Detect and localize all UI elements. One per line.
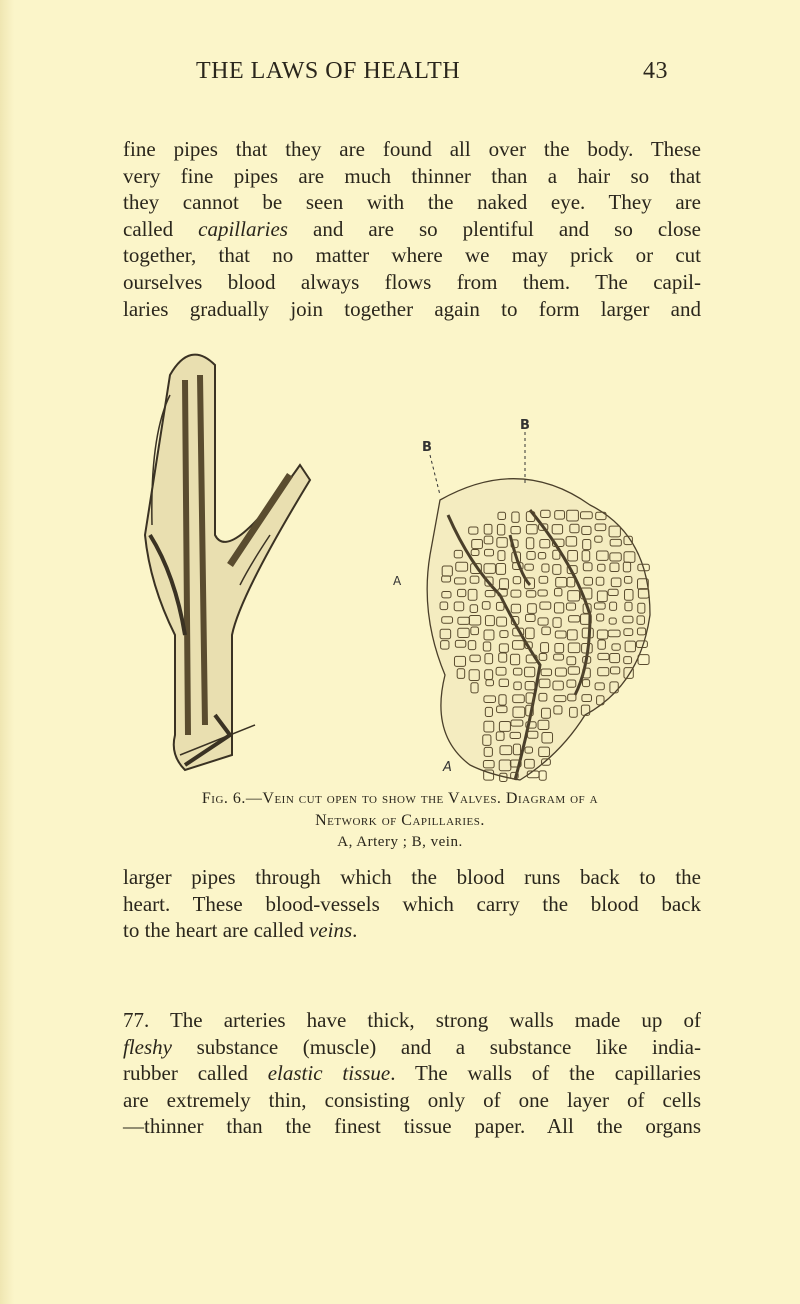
text-line: together, that no matter where we may prick or cut [123,243,701,268]
capillary-cell [638,655,649,665]
text-line: fleshy substance (muscle) and a substance like india- [123,1034,701,1059]
text-line: they cannot be seen with the naked eye. They are [123,190,701,215]
label-artery-a2: A [443,760,452,775]
text-line: ourselves blood always flows from them. The capil- [123,269,701,294]
text-line: fine pipes that they are found all over the body. These [123,137,701,161]
figure-6 [0,335,800,785]
text-line: 77. The arteries have thick, strong walls made up of [123,1008,701,1032]
term-veins: veins [308,918,353,943]
text-line: —thinner than the finest tissue paper. All the organs [123,1114,701,1139]
text-line: heart. These blood-vessels which carry the blood back [123,891,701,916]
term-fleshy: fleshy [123,1034,172,1059]
label-vein-b2: B [422,440,432,455]
text-line: laries gradually join together again to form larger and [123,296,701,321]
text-line: to the heart are called veins. [123,918,358,943]
header-title: THE LAWS OF HEALTH [196,58,461,84]
label-vein-b1: B [520,418,530,433]
page-number: 43 [643,58,668,84]
text-line: are extremely thin, consisting only of one layer of cells [123,1087,701,1112]
vein-illustration [0,335,800,785]
paragraph-capillaries [123,136,701,322]
paragraph-77 [123,1007,701,1140]
text-line: very fine pipes are much thinner than a hair so that [123,163,701,188]
figure-caption-line1: Fig. 6.—Vein cut open to show the Valves. Diagram of a [201,790,599,807]
figure-legend: A, Artery ; B, vein. [337,834,463,850]
text-line: rubber called elastic tissue. The walls of the capillaries [123,1061,701,1086]
label-artery-a1: A [393,574,402,588]
term-elastic-tissue: elastic tissue [267,1061,391,1086]
text-line: called capillaries and are so plentiful and so close [123,216,702,241]
text-line: larger pipes through which the blood runs back to the [123,865,701,889]
figure-caption-line2: Network of Capillaries. [315,812,485,829]
capillary-cell [539,771,546,780]
paragraph-veins [123,864,701,944]
term-capillaries: capillaries [198,216,288,241]
